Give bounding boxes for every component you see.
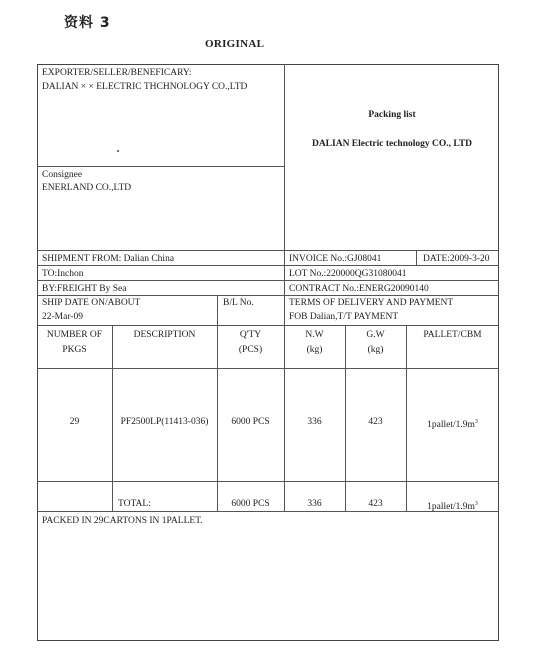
total-pallet: [406, 499, 499, 513]
total-qty: 6000 PCS: [231, 499, 270, 509]
total-pallet-value: 1pallet/1.9m: [427, 502, 475, 513]
original-label: ORIGINAL: [205, 38, 265, 50]
divider-vertical-date: [416, 250, 417, 265]
divider-table-header: [37, 325, 499, 326]
row-pkgs: 29: [69, 417, 80, 427]
header-nw-line2: (kg): [306, 345, 323, 355]
doc-company: DALIAN Electric technology CO., LTD: [311, 139, 473, 149]
divider-exporter-consignee: [37, 166, 284, 167]
divider-row-by: [37, 280, 499, 281]
divider-total-top: [37, 481, 499, 482]
header-pkgs-line2: PKGS: [62, 345, 87, 355]
row-description: PF2500LP(11413-036): [120, 417, 209, 427]
row-qty: 6000 PCS: [231, 417, 270, 427]
shipment-by: BY:FREIGHT By Sea: [42, 284, 127, 294]
mark-dot: [117, 150, 119, 152]
doc-type: Packing list: [368, 110, 416, 120]
invoice-date: DATE:2009-3-20: [423, 254, 490, 264]
header-nw-line1: N.W: [305, 330, 324, 340]
total-nw: 336: [307, 499, 322, 509]
bl-label: B/L No.: [223, 298, 254, 308]
packing-remarks: PACKED IN 29CARTONS IN 1PALLET.: [42, 516, 203, 526]
divider-vertical-bl: [217, 295, 218, 325]
divider-row-shipdate: [37, 295, 499, 296]
terms-label: TERMS OF DELIVERY AND PAYMENT: [289, 298, 454, 308]
terms-value: FOB Dalian,T/T PAYMENT: [289, 312, 399, 322]
row-pallet-value: 1pallet/1.9m: [427, 420, 475, 431]
contract-no: CONTRACT No.:ENERG20090140: [289, 284, 429, 294]
lot-no: LOT No.:220000QG31080041: [289, 269, 407, 279]
shipment-to: TO:Inchon: [42, 269, 84, 279]
consignee-name: ENERLAND CO.,LTD: [42, 183, 132, 193]
header-gw-line2: (kg): [367, 345, 384, 355]
header-pallet: PALLET/CBM: [423, 330, 482, 340]
header-pkgs-line1: NUMBER OF: [46, 330, 103, 340]
divider-vertical-main: [284, 64, 285, 325]
row-pallet-unit-sup: 3: [474, 419, 478, 425]
header-description: DESCRIPTION: [133, 330, 196, 340]
row-nw: 336: [307, 417, 322, 427]
ship-date-label: SHIP DATE ON/ABOUT: [42, 298, 141, 308]
header-qty-line2: (PCS): [238, 345, 263, 355]
document-heading: 资料 3: [64, 15, 111, 31]
ship-date: 22-Mar-09: [42, 312, 83, 322]
consignee-label: Consignee: [42, 170, 83, 180]
exporter-name: DALIAN × × ELECTRIC THCHNOLOGY CO.,LTD: [42, 82, 248, 92]
header-qty-line1: Q'TY: [239, 330, 262, 340]
invoice-no: INVOICE No.:GJ08041: [289, 254, 382, 264]
total-label: TOTAL:: [118, 499, 151, 509]
header-gw-line1: G.W: [366, 330, 385, 340]
row-gw: 423: [368, 417, 383, 427]
row-pallet: [406, 417, 499, 431]
divider-row-to: [37, 265, 499, 266]
total-gw: 423: [368, 499, 383, 509]
exporter-label: EXPORTER/SELLER/BENEFICARY:: [42, 68, 192, 78]
shipment-from: SHIPMENT FROM: Dalian China: [42, 254, 175, 264]
total-pallet-unit-sup: 3: [474, 501, 478, 507]
divider-consignee-shipment: [37, 250, 499, 251]
divider-table-body: [37, 368, 499, 369]
